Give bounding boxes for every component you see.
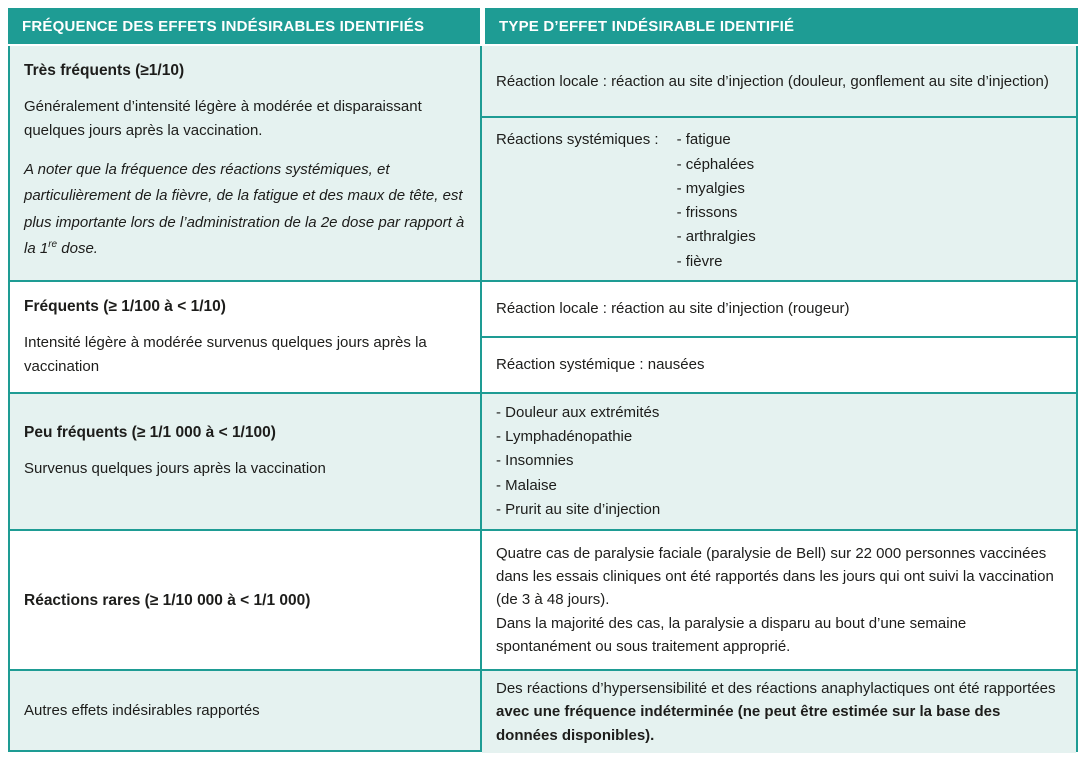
row-note xyxy=(24,157,466,262)
effect-paragraph xyxy=(496,677,1062,747)
effects-cell xyxy=(482,394,1076,529)
row-description: Survenus quelques jours après la vaccination xyxy=(24,459,326,477)
row-autres-effets xyxy=(10,669,1076,750)
systemic-reactions xyxy=(496,124,1062,274)
frequency-cell xyxy=(10,282,480,392)
row-title: Fréquents (≥ 1/100 à < 1/10) xyxy=(24,298,226,315)
header-type-column xyxy=(485,8,1078,44)
systemic-label: Réactions systémiques : xyxy=(496,131,659,149)
effects-column xyxy=(482,46,1076,280)
header-frequency-label: FRÉQUENCE DES EFFETS INDÉSIRABLES IDENTIFIÉS xyxy=(22,17,425,35)
frequency-cell xyxy=(10,394,480,529)
list-item: - Prurit au site d’injection xyxy=(496,500,661,518)
row-peu-frequents xyxy=(10,392,1076,529)
systemic-list xyxy=(677,128,756,274)
header-frequency-column xyxy=(8,8,480,44)
effect-local-text: Réaction locale : réaction au site d’injection (douleur, gonflement au site d’injection) xyxy=(496,72,1049,90)
table-header-row xyxy=(8,8,1078,44)
row-description: Généralement d’intensité légère à modérée et disparaissant quelques jours après la vaccination. xyxy=(24,97,422,140)
row-title: Très fréquents (≥1/10) xyxy=(24,62,185,79)
list-item: - Insomnies xyxy=(496,452,574,470)
effect-systemic-text: Réaction systémique : nausées xyxy=(496,356,705,374)
effect-text-bold: avec une fréquence indéterminée (ne peut être estimée sur la base des données disponibles). xyxy=(496,703,1001,744)
list-item: - Lymphadénopathie xyxy=(496,428,633,446)
effect-systemic-cell xyxy=(482,338,1076,392)
row-note-end: dose. xyxy=(57,239,98,257)
row-description: Intensité légère à modérée survenus quelques jours après la vaccination xyxy=(24,333,427,376)
adverse-effects-table xyxy=(8,8,1078,752)
effect-text-normal: Des réactions d’hypersensibilité et des réactions anaphylactiques ont été rapportées xyxy=(496,680,1056,697)
effects-list xyxy=(496,401,1062,522)
effect-local-cell xyxy=(482,46,1076,116)
list-item: - céphalées xyxy=(676,155,755,173)
effects-column xyxy=(482,282,1076,392)
effects-column xyxy=(482,394,1076,529)
effect-systemic-cell xyxy=(482,118,1076,280)
row-title: Peu fréquents (≥ 1/1 000 à < 1/100) xyxy=(24,424,276,441)
row-reactions-rares xyxy=(10,529,1076,669)
effects-column xyxy=(482,531,1076,669)
list-item: - Douleur aux extrémités xyxy=(496,403,660,421)
list-item: - arthralgies xyxy=(676,228,756,246)
list-item: - fatigue xyxy=(676,131,731,149)
frequency-cell xyxy=(10,671,480,750)
list-item: - Malaise xyxy=(496,476,557,494)
effect-paragraph: Quatre cas de paralysie faciale (paralysie de Bell) sur 22 000 personnes vaccinées dans les essais cliniques ont été rapportés dans les jours qui ont suivi la vaccination (de 3 à 48 jours). xyxy=(496,544,1054,609)
effects-cell xyxy=(482,531,1076,669)
row-note-text: A noter que la fréquence des réactions systémiques, et particulièrement de la fièvre, de la fatigue et des maux de tête, est plus importante lors de l’administration de la 2e dose par rapport à la 1 xyxy=(24,161,465,257)
header-type-label: TYPE D’EFFET INDÉSIRABLE IDENTIFIÉ xyxy=(499,17,795,35)
effect-local-text: Réaction locale : réaction au site d’injection (rougeur) xyxy=(496,300,850,318)
row-note-superscript: re xyxy=(48,238,58,250)
frequency-cell xyxy=(10,531,480,669)
effect-paragraph: Dans la majorité des cas, la paralysie a disparu au bout d’une semaine spontanément ou sous traitement approprié. xyxy=(496,614,967,655)
list-item: - frissons xyxy=(676,204,738,222)
row-tres-frequents xyxy=(10,46,1076,280)
list-item: - fièvre xyxy=(676,252,723,270)
list-item: - myalgies xyxy=(676,179,745,197)
effects-column xyxy=(482,671,1076,750)
row-frequents xyxy=(10,280,1076,392)
effect-local-cell xyxy=(482,282,1076,336)
effects-cell xyxy=(482,671,1076,753)
frequency-cell xyxy=(10,46,480,280)
row-title: Réactions rares (≥ 1/10 000 à < 1/1 000) xyxy=(24,592,311,610)
row-title-plain: Autres effets indésirables rapportés xyxy=(24,702,260,720)
